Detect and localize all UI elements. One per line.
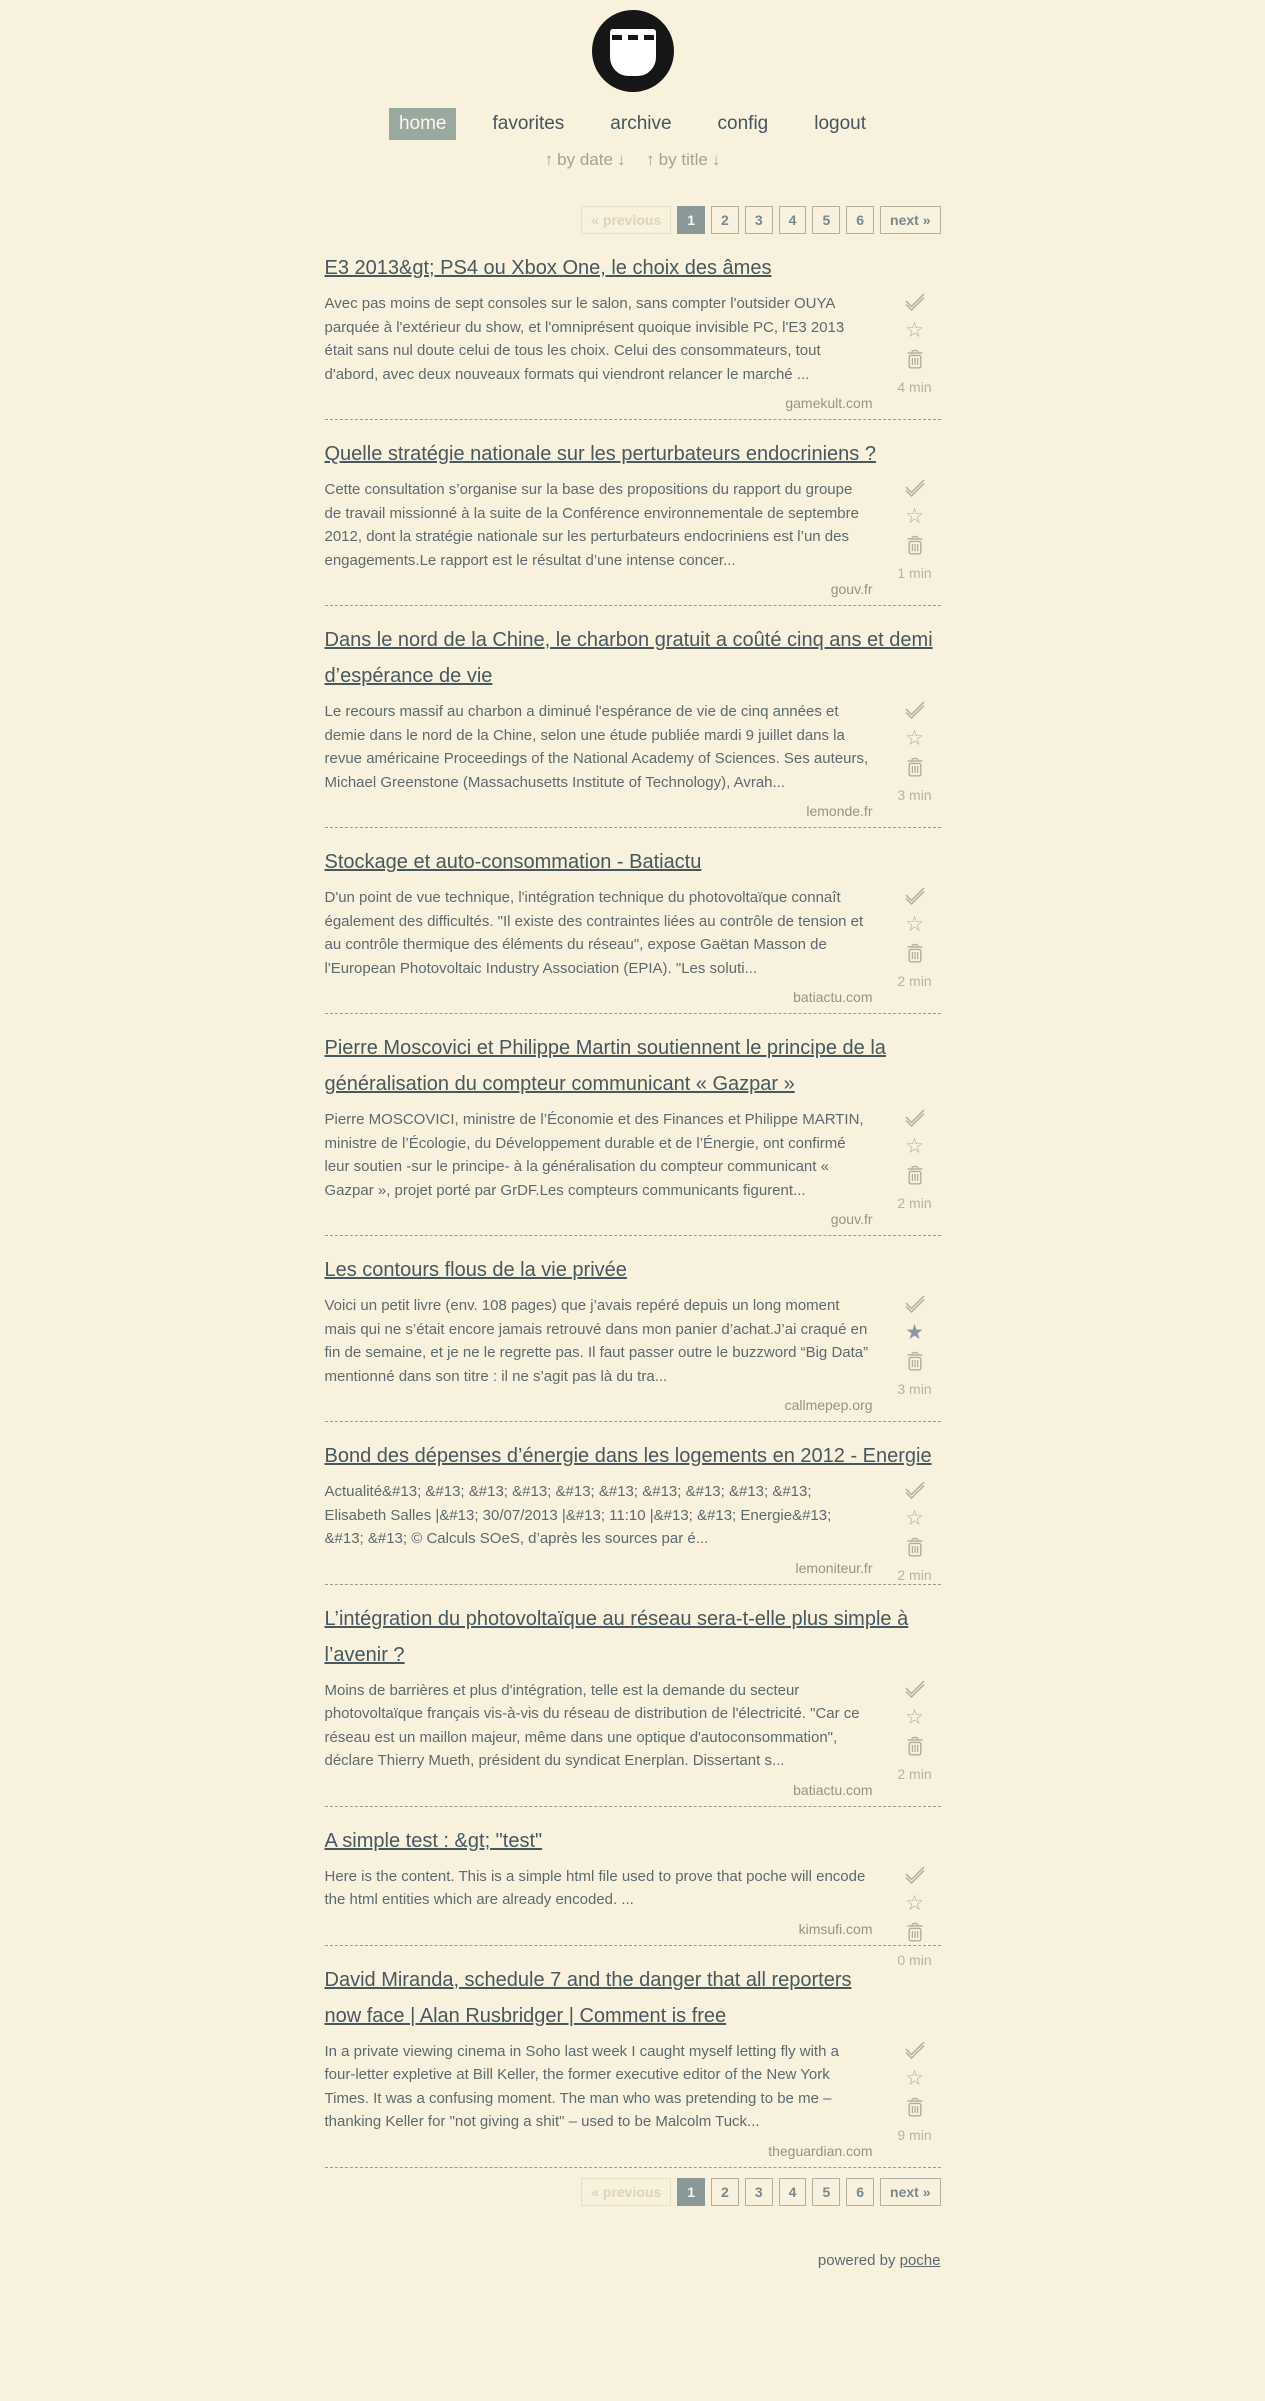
- favorite-star-icon[interactable]: ★: [905, 1321, 924, 1344]
- article-title-link[interactable]: Quelle stratégie nationale sur les perturbateurs endocriniens ?: [324, 443, 876, 465]
- nav-item-logout[interactable]: logout: [814, 113, 867, 134]
- article-excerpt: Pierre MOSCOVICI, ministre de l’Économie et des Finances et Philippe MARTIN, ministre de l’Écologie, du Développement durable et de l’Énergie, ont confirmé leur soutien -sur le principe- à la généralisation du compteur communicant « Gazpar », projet porté par GrDF.Les compteurs communicants figurent...: [324, 1111, 864, 1199]
- delete-trash-icon[interactable]: [906, 349, 924, 369]
- pagination-page-2[interactable]: 2: [711, 206, 739, 234]
- pagination-page-3[interactable]: 3: [745, 206, 773, 234]
- reading-time: 4 min: [897, 379, 932, 395]
- article-source: batiactu.com: [793, 1781, 873, 1798]
- favorite-star-icon[interactable]: ☆: [905, 1705, 924, 1729]
- favorite-star-icon[interactable]: ☆: [905, 505, 924, 528]
- article-tools: [889, 1296, 941, 1397]
- article-source: lemoniteur.fr: [795, 1559, 873, 1576]
- article-title: [325, 436, 941, 472]
- nav-item-config[interactable]: config: [717, 113, 769, 134]
- article-title: [325, 1030, 941, 1102]
- nav-item-home[interactable]: home: [389, 108, 457, 140]
- mark-as-read-icon[interactable]: [904, 294, 926, 312]
- mark-as-read-icon[interactable]: [904, 1110, 926, 1128]
- reading-time: 3 min: [897, 787, 932, 803]
- reading-time: 1 min: [897, 565, 932, 581]
- article-tools: [889, 1681, 941, 1782]
- article-excerpt: Here is the content. This is a simple html file used to prove that poche will encode the html entities which are already encoded. ...: [324, 1867, 866, 1908]
- reading-time: 2 min: [897, 1567, 932, 1583]
- article-title: [325, 1438, 941, 1474]
- article-title: [325, 1823, 941, 1859]
- article-title-link[interactable]: Bond des dépenses d’énergie dans les logements en 2012 - Energie: [324, 1445, 932, 1467]
- article-tools: [889, 480, 941, 581]
- article-source: lemonde.fr: [806, 803, 873, 819]
- sort-title-desc-icon[interactable]: ↓: [711, 150, 721, 169]
- article-source: theguardian.com: [768, 2142, 873, 2159]
- pagination-next[interactable]: next »: [880, 206, 940, 234]
- article-excerpt: Cette consultation s’organise sur la base des propositions du rapport du groupe de travail missionné à la suite de la Conférence environnementale de septembre 2012, dont la stratégie nationale sur les perturbateurs endocriniens est l’un des engagements.Le rapport est le résultat d’une intense concer...: [324, 481, 859, 569]
- article-entry: [325, 844, 941, 1014]
- entries-list: [325, 250, 941, 2168]
- page-header: [0, 0, 1265, 170]
- entries-list-container: [325, 206, 941, 2206]
- article-entry: [325, 436, 941, 606]
- article-excerpt: Moins de barrières et plus d'intégration, telle est la demande du secteur photovoltaïque français vis-à-vis du réseau de distribution de l'électricité. "Car ce réseau est un maillon majeur, même dans une optique d'autoconsommation", déclare Thierry Mueth, président du syndicat Enerplan. Dissertant s...: [324, 1681, 860, 1769]
- article-tools: [889, 1482, 941, 1583]
- mark-as-read-icon[interactable]: [904, 888, 926, 906]
- mark-as-read-icon[interactable]: [904, 1681, 926, 1699]
- article-source: gouv.fr: [830, 1211, 873, 1227]
- mark-as-read-icon[interactable]: [904, 1482, 926, 1500]
- sort-title-label: by title: [658, 150, 708, 169]
- article-title: [325, 622, 941, 694]
- article-title-link[interactable]: Pierre Moscovici et Philippe Martin soutiennent le principe de la généralisation du compteur communicant « Gazpar »: [324, 1037, 886, 1095]
- reading-time: 2 min: [897, 973, 932, 989]
- pagination-page-5[interactable]: 5: [812, 206, 840, 234]
- sort-date-desc-icon[interactable]: ↓: [616, 150, 626, 169]
- article-entry: [325, 1601, 941, 1807]
- pagination-bottom: [325, 2178, 941, 2206]
- article-tools: [889, 1867, 941, 1968]
- article-title-link[interactable]: L’intégration du photovoltaïque au réseau sera-t-elle plus simple à l’avenir ?: [324, 1607, 909, 1666]
- article-title-link[interactable]: Dans le nord de la Chine, le charbon gratuit a coûté cinq ans et demi d’espérance de vie: [324, 629, 933, 687]
- delete-trash-icon[interactable]: [906, 1165, 924, 1185]
- mark-as-read-icon[interactable]: [904, 1296, 926, 1314]
- article-title: [325, 1252, 941, 1288]
- delete-trash-icon[interactable]: [906, 943, 924, 963]
- article-title: [325, 1601, 941, 1673]
- article-title: [325, 1962, 941, 2034]
- mark-as-read-icon[interactable]: [904, 2042, 926, 2060]
- page-footer: [325, 2252, 941, 2269]
- article-tools: [889, 294, 941, 395]
- article-source: kimsufi.com: [798, 1920, 873, 1937]
- article-excerpt: Actualité&#13; &#13; &#13; &#13; &#13; &#13; &#13; &#13; &#13; &#13; Elisabeth Salles |&#13; 30/07/2013 |&#13; 11:10 |&#13; &#13; Energie&#13; &#13; &#13; © Calculs SOeS, d’après les sources par é...: [324, 1483, 832, 1547]
- footer-text: powered by: [817, 2251, 896, 2269]
- pagination-previous: « previous: [581, 206, 671, 234]
- main-nav: [0, 108, 1265, 140]
- article-title-link[interactable]: Stockage et auto-consommation - Batiactu: [324, 851, 702, 873]
- pagination-page-5[interactable]: 5: [812, 2178, 840, 2206]
- pagination-page-4[interactable]: 4: [779, 206, 807, 234]
- sort-date-asc-icon[interactable]: ↑: [544, 150, 554, 169]
- favorite-star-icon[interactable]: ☆: [905, 2066, 924, 2090]
- article-source: batiactu.com: [793, 989, 873, 1005]
- article-entry: [325, 1252, 941, 1422]
- delete-trash-icon[interactable]: [906, 1922, 924, 1942]
- sort-title-asc-icon[interactable]: ↑: [646, 150, 655, 169]
- delete-trash-icon[interactable]: [906, 1736, 924, 1756]
- pagination-page-1[interactable]: 1: [677, 206, 705, 234]
- article-title: [325, 844, 941, 880]
- delete-trash-icon[interactable]: [906, 1351, 924, 1371]
- article-entry: [324, 1823, 941, 1968]
- favorite-star-icon[interactable]: ☆: [905, 1507, 924, 1530]
- nav-item-archive[interactable]: archive: [610, 113, 672, 134]
- delete-trash-icon[interactable]: [906, 2097, 924, 2117]
- delete-trash-icon[interactable]: [906, 535, 924, 555]
- article-source: gouv.fr: [830, 581, 873, 597]
- favorite-star-icon[interactable]: ☆: [905, 727, 924, 750]
- nav-item-favorites[interactable]: favorites: [492, 113, 565, 134]
- article-entry: [325, 1438, 941, 1585]
- article-excerpt: In a private viewing cinema in Soho last week I caught myself letting fly with a four-letter expletive at Bill Keller, the former executive editor of the New York Times. It was a confusing moment. The man who was pretending to be me – thanking Keller for "not giving a shit" – used to be Malcolm Tuck...: [324, 2042, 839, 2130]
- pagination-page-3[interactable]: 3: [745, 2178, 773, 2206]
- article-excerpt: D'un point de vue technique, l'intégration technique du photovoltaïque connaît également des difficultés. "Il existe des contraintes liées au contrôle de tension et au contrôle thermique des éléments du réseau", expose Gaëtan Masson de l'European Photovoltaic Industry Association (EPIA). "Les soluti...: [324, 889, 864, 977]
- pagination-previous: « previous: [581, 2178, 671, 2206]
- article-source: gamekult.com: [785, 395, 873, 411]
- article-entry: [325, 1030, 941, 1236]
- mark-as-read-icon[interactable]: [904, 1867, 926, 1885]
- favorite-star-icon[interactable]: ☆: [905, 319, 924, 342]
- pagination-page-2[interactable]: 2: [711, 2178, 739, 2206]
- article-entry: [325, 622, 941, 828]
- poche-link[interactable]: poche: [899, 2251, 941, 2269]
- pagination-page-6[interactable]: 6: [846, 2178, 874, 2206]
- article-title: [325, 250, 941, 286]
- pagination-page-1[interactable]: 1: [677, 2178, 705, 2206]
- sort-date-label: by date: [557, 150, 613, 169]
- article-title-link[interactable]: David Miranda, schedule 7 and the danger that all reporters now face | Alan Rusbridger | Comment is free: [324, 1968, 852, 2027]
- pagination-page-4[interactable]: 4: [779, 2178, 807, 2206]
- reading-time: 9 min: [897, 2126, 932, 2143]
- favorite-star-icon[interactable]: ☆: [905, 913, 924, 936]
- favorite-star-icon[interactable]: ☆: [905, 1891, 924, 1915]
- article-tools: [889, 888, 941, 989]
- article-tools: [889, 702, 941, 803]
- pagination-page-6[interactable]: 6: [846, 206, 874, 234]
- article-source: callmepep.org: [784, 1397, 873, 1413]
- favorite-star-icon[interactable]: ☆: [905, 1135, 924, 1158]
- article-excerpt: Le recours massif au charbon a diminué l'espérance de vie de cinq années et demie dans le nord de la Chine, selon une étude publiée mardi 9 juillet dans la revue américaine Proceedings of the National Academy of Sciences. Ses auteurs, Michael Greenstone (Massachusetts Institute of Technology), Avrah...: [324, 703, 869, 791]
- reading-time: 2 min: [897, 1765, 932, 1782]
- delete-trash-icon[interactable]: [906, 757, 924, 777]
- article-entry: [325, 1962, 941, 2168]
- sort-bar: [0, 150, 1265, 170]
- article-tools: [889, 2042, 941, 2143]
- mark-as-read-icon[interactable]: [904, 702, 926, 720]
- article-entry: [325, 250, 941, 420]
- pagination-top: [325, 206, 941, 234]
- article-title-link[interactable]: A simple test : &gt; "test": [324, 1829, 543, 1852]
- poche-logo-icon: [592, 10, 674, 92]
- reading-time: 2 min: [897, 1195, 932, 1211]
- article-excerpt: Voici un petit livre (env. 108 pages) que j’avais repéré depuis un long moment mais qui ne s’était encore jamais retrouvé dans mon panier d’achat.J’ai craqué en fin de semaine, et je ne le regrette pas. Il faut passer outre le buzzword “Big Data” mentionné dans son titre : il ne s’agit pas là du tra...: [324, 1297, 869, 1385]
- delete-trash-icon[interactable]: [906, 1537, 924, 1557]
- reading-time: 0 min: [897, 1951, 932, 1968]
- mark-as-read-icon[interactable]: [904, 480, 926, 498]
- article-excerpt: Avec pas moins de sept consoles sur le salon, sans compter l'outsider OUYA parquée à l'extérieur du show, et l'omniprésent quoique invisible PC, l'E3 2013 était sans nul doute celui de tous les choix. Celui des consommateurs, tout d'abord, avec deux nouveaux formats qui viendront relancer le marché ...: [324, 295, 845, 383]
- pagination-next[interactable]: next »: [880, 2178, 940, 2206]
- article-title-link[interactable]: E3 2013&gt; PS4 ou Xbox One, le choix des âmes: [324, 257, 772, 279]
- reading-time: 3 min: [897, 1381, 932, 1397]
- article-tools: [889, 1110, 941, 1211]
- article-title-link[interactable]: Les contours flous de la vie privée: [324, 1259, 627, 1281]
